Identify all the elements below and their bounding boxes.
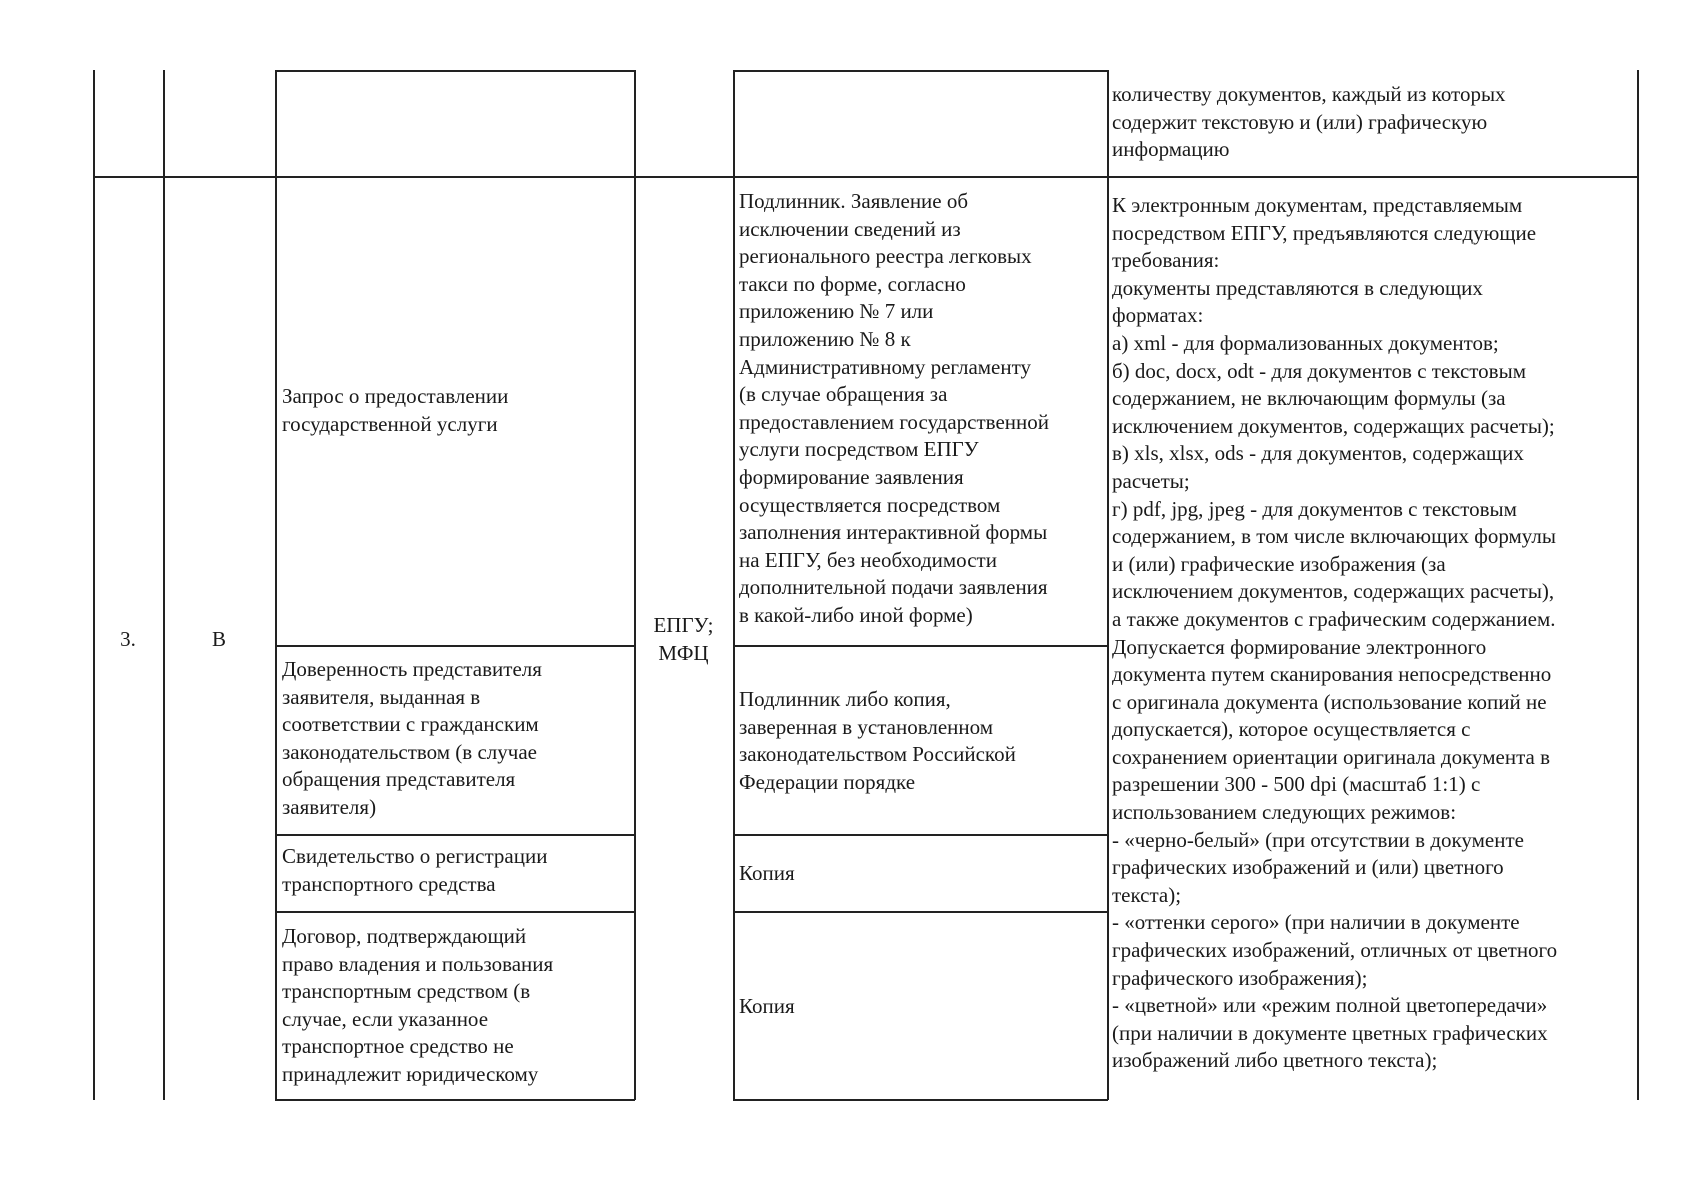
- row-number: 3.: [120, 627, 136, 651]
- table-line: [733, 911, 1108, 913]
- submission-channels: ЕПГУ; МФЦ: [653, 613, 714, 665]
- table-line: [275, 70, 635, 72]
- table-line: [733, 645, 1108, 647]
- document-form: Подлинник. Заявление об исключении сведений из регионального реестра легковых такси по форме, согласно приложению № 7 или приложению № 8 к Административному регламенту (в случае обращения за предоставлением государственной услуги посредством ЕПГУ формирование заявления осуществляется посредством заполнения интерактивной формы на ЕПГУ, без необходимости дополнительной подачи заявления в какой-либо иной форме): [739, 189, 1050, 627]
- table-line: [275, 834, 635, 836]
- table-line: [163, 70, 165, 1100]
- table-line: [634, 70, 636, 1100]
- table-line: [93, 70, 95, 1100]
- document-form: Копия: [739, 861, 795, 885]
- table-line: [275, 645, 635, 647]
- requirements-continuation: количеству документов, каждый из которых содержит текстовую и (или) графическую информацию: [1112, 82, 1506, 162]
- electronic-document-requirements: К электронным документам, представляемым посредством ЕПГУ, предъявляются следующие требования: документы представляются в следующих форматах: а) xml - для формализованных документов; б) doc, docx, odt - для документов с текстовым содержанием, не включающим формулы (за исключением документов, содержащих расчеты); в) xls, xlsx, ods - для документов, содержащих расчеты; г) pdf, jpg, jpeg - для документов с текстовым содержанием, в том числе включающих формулы и (или) графические изображения (за исключением документов, содержащих расчеты), а также документов с графическим содержанием. Допускается формирование электронного документа путем сканирования непосредственно с оригинала документа (использование копий не допускается), которое осуществляется с сохранением ориентации оригинала документа в разрешении 300 - 500 dpi (масштаб 1:1) с использованием следующих режимов: - «черно-белый» (при отсутствии в документе графических изображений и (или) цветного текста); - «оттенки серого» (при наличии в документе графических изображений, отличных от цветного графического изображения); - «цветной» или «режим полной цветопередачи» (при наличии в документе цветных графических изображений либо цветного текста);: [1112, 193, 1558, 1073]
- document-name: Запрос о предоставлении государственной услуги: [282, 384, 509, 436]
- document-form: Подлинник либо копия, заверенная в установленном законодательством Российской Федерации порядке: [739, 687, 1016, 794]
- document-name: Договор, подтверждающий право владения и пользования транспортным средством (в случае, если указанное транспортное средство не принадлежит юридическому: [282, 924, 554, 1086]
- table-line: [275, 1099, 635, 1101]
- document-name: Доверенность представителя заявителя, выданная в соответствии с гражданским законодательством (в случае обращения представителя заявителя): [282, 657, 542, 819]
- table-line: [1637, 70, 1639, 1100]
- table-line: [275, 70, 277, 1100]
- table-line: [733, 834, 1108, 836]
- table-line: [733, 1099, 1108, 1101]
- table-line: [733, 70, 735, 1100]
- document-name: Свидетельство о регистрации транспортного средства: [282, 844, 548, 896]
- table-line: [733, 70, 1108, 72]
- document-form: Копия: [739, 994, 795, 1018]
- table-line: [1107, 70, 1109, 1100]
- row-category: В: [211, 627, 226, 651]
- table-line: [275, 911, 635, 913]
- table-line: [93, 176, 1638, 178]
